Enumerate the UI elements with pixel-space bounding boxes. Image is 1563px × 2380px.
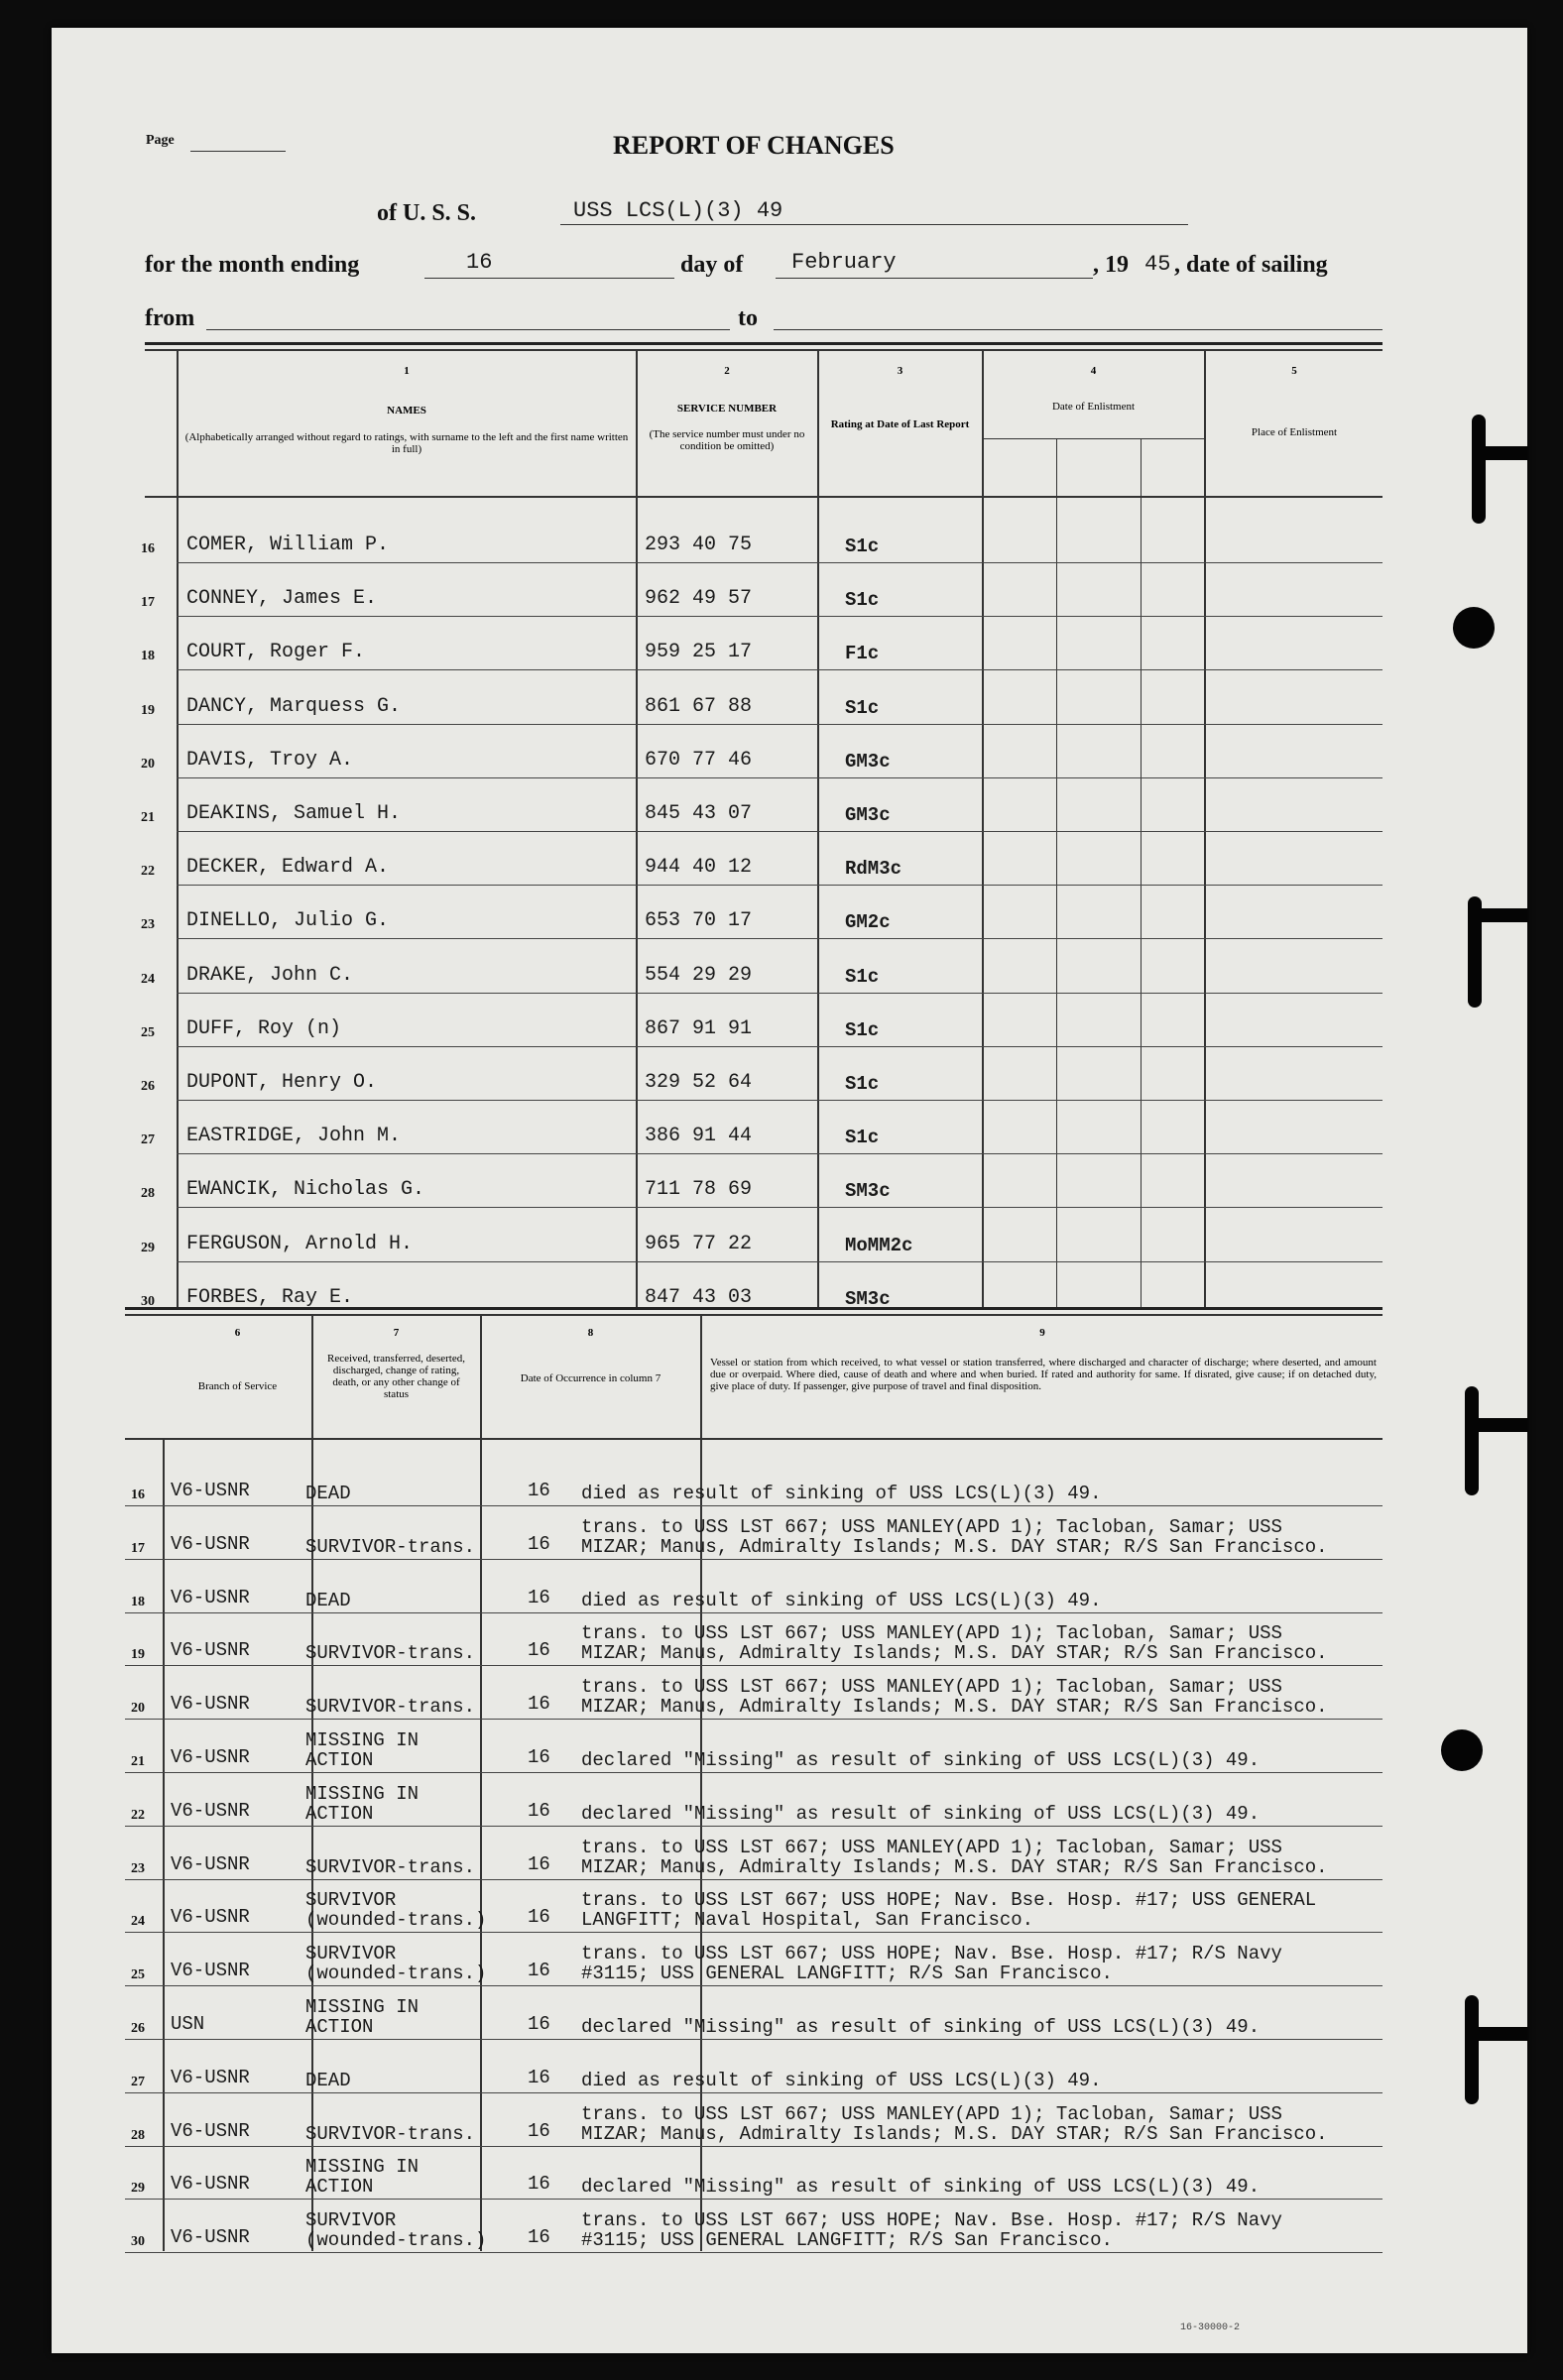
service-number: 554 29 29 [645, 963, 753, 987]
branch-of-service: V6-USNR [171, 1746, 250, 1768]
status-line1: SURVIVOR [305, 1889, 397, 1912]
col-enlistment-place-header: Place of Enlistment [1251, 426, 1338, 438]
col-enlistment-date-header: Date of Enlistment [1051, 401, 1136, 413]
service-number: 386 91 44 [645, 1125, 753, 1148]
row-rule [125, 1505, 1383, 1506]
status-change: DEAD [305, 1589, 351, 1611]
row-rule [125, 1772, 1383, 1773]
branch-of-service: V6-USNR [171, 2226, 250, 2249]
date-of-occurrence: 16 [528, 2226, 550, 2249]
binder-clip-bottom [1465, 1995, 1479, 2104]
rating: S1c [845, 536, 880, 557]
status-change: ACTION [305, 2016, 374, 2038]
row-rule [125, 2092, 1383, 2093]
row-number: 28 [141, 1186, 155, 1202]
row-number: 17 [131, 1540, 145, 1556]
row-number: 19 [131, 1647, 145, 1663]
rating: SM3c [845, 1287, 891, 1310]
row-number: 16 [131, 1488, 145, 1502]
rating: GM3c [845, 804, 891, 826]
col-names-header: NAMES [387, 405, 426, 416]
row-number: 18 [131, 1594, 145, 1609]
col3-number: 3 [897, 365, 903, 377]
remarks-line1: trans. to USS LST 667; USS MANLEY(APD 1); Tacloban, Samar; USS [581, 1676, 1282, 1699]
row-rule [125, 1665, 1383, 1666]
date-of-occurrence: 16 [528, 1799, 550, 1822]
row-number: 17 [141, 595, 155, 611]
service-number: 653 70 17 [645, 909, 753, 933]
row-number: 22 [131, 1807, 145, 1823]
row-rule [177, 1046, 1383, 1047]
crew-name: CONNEY, James E. [186, 587, 378, 611]
status-change: SURVIVOR-trans. [305, 1642, 476, 1665]
month-ending-label: for the month ending [145, 252, 360, 278]
remarks-line2: LANGFITT; Naval Hospital, San Francisco. [581, 1909, 1034, 1932]
date-of-occurrence: 16 [528, 2013, 550, 2035]
crew-name: FERGUSON, Arnold H. [186, 1232, 414, 1255]
row-number: 30 [131, 2234, 145, 2250]
punch-hole-bottom [1441, 1729, 1483, 1771]
crew-name: EASTRIDGE, John M. [186, 1125, 402, 1148]
service-number: 861 67 88 [645, 694, 753, 718]
status-change: ACTION [305, 1749, 374, 1771]
service-number: 847 43 03 [645, 1285, 753, 1309]
status-change: (wounded-trans.) [305, 1909, 487, 1932]
col-names-note: (Alphabetically arranged without regard to ratings, with surname to the left and the first name written in full) [184, 431, 629, 455]
row-number: 20 [131, 1701, 145, 1717]
binder-clip-lower [1465, 1386, 1479, 1495]
status-line1: MISSING IN [305, 2156, 420, 2179]
remarks-line2: died as result of sinking of USS LCS(L)(3) 49. [581, 2069, 1102, 2091]
row-number: 24 [141, 971, 155, 987]
remarks-line1: trans. to USS LST 667; USS HOPE; Nav. Bse. Hosp. #17; R/S Navy [581, 2209, 1282, 2232]
report-day: 16 [466, 250, 493, 275]
binder-clip-top [1472, 415, 1486, 524]
remarks-line2: MIZAR; Manus, Admiralty Islands; M.S. DAY STAR; R/S San Francisco. [581, 2122, 1328, 2145]
rating: S1c [845, 1127, 880, 1149]
col-status-header: Received, transferred, deserted, discharged, change of rating, death, or any other change of status [327, 1353, 465, 1400]
branch-of-service: V6-USNR [171, 1799, 250, 1822]
punch-hole-top [1453, 607, 1495, 649]
status-change: ACTION [305, 1802, 374, 1825]
remarks-line2: MIZAR; Manus, Admiralty Islands; M.S. DAY STAR; R/S San Francisco. [581, 1696, 1328, 1719]
row-rule [125, 1559, 1383, 1560]
year-prefix: , 19 [1093, 252, 1129, 278]
status-change: SURVIVOR-trans. [305, 2122, 476, 2145]
status-line1: MISSING IN [305, 1996, 420, 2018]
status-change: SURVIVOR-trans. [305, 1696, 476, 1719]
row-rule [125, 1932, 1383, 1933]
date-of-occurrence: 16 [528, 1746, 550, 1768]
date-of-occurrence: 16 [528, 1906, 550, 1929]
page-line [190, 151, 286, 152]
row-number: 28 [131, 2127, 145, 2143]
rating: S1c [845, 1018, 880, 1041]
date-of-sailing-label: , date of sailing [1174, 252, 1328, 278]
remarks-line2: MIZAR; Manus, Admiralty Islands; M.S. DAY STAR; R/S San Francisco. [581, 1855, 1328, 1878]
branch-of-service: V6-USNR [171, 1639, 250, 1662]
remarks-line1: trans. to USS LST 667; USS MANLEY(APD 1); Tacloban, Samar; USS [581, 1836, 1282, 1858]
row-rule [125, 1879, 1383, 1880]
service-number: 959 25 17 [645, 641, 753, 664]
row-number: 25 [131, 1967, 145, 1983]
crew-name: DRAKE, John C. [186, 963, 354, 987]
row-rule [177, 669, 1383, 670]
date-of-occurrence: 16 [528, 1532, 550, 1555]
row-rule [125, 2252, 1383, 2253]
row-rule [125, 2039, 1383, 2040]
branch-of-service: USN [171, 2013, 205, 2035]
date-of-occurrence: 16 [528, 1480, 550, 1501]
crew-name: DEAKINS, Samuel H. [186, 802, 402, 825]
rating: RdM3c [845, 858, 902, 881]
date-of-occurrence: 16 [528, 2066, 550, 2088]
service-number: 962 49 57 [645, 587, 753, 611]
row-rule [177, 562, 1383, 563]
row-number: 20 [141, 756, 155, 772]
status-change: ACTION [305, 2176, 374, 2199]
status-line1: SURVIVOR [305, 2209, 397, 2232]
crew-name: DECKER, Edward A. [186, 856, 390, 880]
col9-number: 9 [1039, 1327, 1045, 1339]
crew-name: FORBES, Ray E. [186, 1285, 354, 1309]
remarks-line2: died as result of sinking of USS LCS(L)(3) 49. [581, 1589, 1102, 1611]
row-number: 26 [131, 2021, 145, 2036]
from-label: from [145, 305, 195, 331]
row-rule [125, 1612, 1383, 1613]
row-number: 21 [131, 1754, 145, 1769]
row-number: 16 [141, 541, 155, 556]
branch-of-service: V6-USNR [171, 2119, 250, 2142]
remarks-line1: trans. to USS LST 667; USS MANLEY(APD 1); Tacloban, Samar; USS [581, 1515, 1282, 1538]
rating: GM2c [845, 911, 891, 934]
row-rule [125, 1826, 1383, 1827]
row-number: 26 [141, 1079, 155, 1094]
remarks-line2: died as result of sinking of USS LCS(L)(3) 49. [581, 1483, 1102, 1504]
crew-name: DINELLO, Julio G. [186, 909, 390, 933]
status-change: SURVIVOR-trans. [305, 1535, 476, 1558]
col5-number: 5 [1291, 365, 1297, 377]
remarks-line2: declared "Missing" as result of sinking of USS LCS(L)(3) 49. [581, 1802, 1261, 1825]
row-number: 29 [141, 1240, 155, 1255]
row-rule [177, 1153, 1383, 1154]
crew-name: DUFF, Roy (n) [186, 1016, 342, 1040]
rating: MoMM2c [845, 1234, 913, 1256]
remarks-line1: trans. to USS LST 667; USS MANLEY(APD 1); Tacloban, Samar; USS [581, 1622, 1282, 1645]
row-rule [177, 831, 1383, 832]
service-number: 944 40 12 [645, 856, 753, 880]
branch-of-service: V6-USNR [171, 1532, 250, 1555]
date-of-occurrence: 16 [528, 1693, 550, 1716]
row-rule [177, 616, 1383, 617]
col-service-note: (The service number must under no condition be omitted) [649, 428, 805, 452]
row-number: 21 [141, 810, 155, 825]
remarks-line1: trans. to USS LST 667; USS HOPE; Nav. Bse. Hosp. #17; USS GENERAL [581, 1889, 1317, 1912]
crew-name: COURT, Roger F. [186, 641, 366, 664]
crew-name: DAVIS, Troy A. [186, 748, 354, 772]
rating: S1c [845, 696, 880, 719]
row-number: 27 [131, 2074, 145, 2089]
branch-of-service: V6-USNR [171, 1960, 250, 1982]
col-date-header: Date of Occurrence in column 7 [520, 1372, 661, 1384]
row-number: 23 [141, 917, 155, 933]
service-number: 711 78 69 [645, 1178, 753, 1202]
report-title: REPORT OF CHANGES [613, 131, 895, 160]
remarks-line1: trans. to USS LST 667; USS MANLEY(APD 1); Tacloban, Samar; USS [581, 2102, 1282, 2125]
row-number: 18 [141, 649, 155, 664]
col6-number: 6 [234, 1327, 241, 1339]
branch-of-service: V6-USNR [171, 1906, 250, 1929]
col-branch-header: Branch of Service [197, 1380, 278, 1392]
remarks-line2: declared "Missing" as result of sinking of USS LCS(L)(3) 49. [581, 2176, 1261, 2199]
crew-name: DANCY, Marquess G. [186, 694, 402, 718]
remarks-line2: #3115; USS GENERAL LANGFITT; R/S San Francisco. [581, 1963, 1113, 1985]
row-number: 23 [131, 1860, 145, 1876]
crew-name: COMER, William P. [186, 534, 390, 556]
date-of-occurrence: 16 [528, 2119, 550, 2142]
row-rule [177, 724, 1383, 725]
service-number: 867 91 91 [645, 1016, 753, 1040]
row-rule [177, 1261, 1383, 1262]
crew-name: EWANCIK, Nicholas G. [186, 1178, 425, 1202]
branch-of-service: V6-USNR [171, 1852, 250, 1875]
col2-number: 2 [724, 365, 730, 377]
service-number: 293 40 75 [645, 534, 753, 556]
status-change: (wounded-trans.) [305, 1963, 487, 1985]
status-line1: MISSING IN [305, 1782, 420, 1805]
row-rule [177, 1207, 1383, 1208]
row-rule [125, 2146, 1383, 2147]
date-of-occurrence: 16 [528, 1960, 550, 1982]
service-number: 329 52 64 [645, 1071, 753, 1094]
status-line1: SURVIVOR [305, 1943, 397, 1965]
row-rule [125, 1985, 1383, 1986]
row-number: 22 [141, 864, 155, 880]
remarks-line2: MIZAR; Manus, Admiralty Islands; M.S. DAY STAR; R/S San Francisco. [581, 1642, 1328, 1665]
remarks-line2: declared "Missing" as result of sinking of USS LCS(L)(3) 49. [581, 2016, 1261, 2038]
col7-number: 7 [393, 1327, 400, 1339]
col1-number: 1 [404, 365, 410, 377]
date-of-occurrence: 16 [528, 2173, 550, 2196]
col-remarks-header: Vessel or station from which received, to what vessel or station transferred, where discharged and character of discharge; where deserted, and amount due or overpaid. Where died, cause of death and where and when buried. If rated and authority for same. If disrated, give cause; if on detached duty, give place of duty. If passenger, give purpose of travel and final disposition. [710, 1357, 1377, 1392]
service-number: 845 43 07 [645, 802, 753, 825]
col-rating-header: Rating at Date of Last Report [830, 418, 970, 430]
status-change: DEAD [305, 2069, 351, 2091]
rating: SM3c [845, 1180, 891, 1203]
row-rule [177, 777, 1383, 778]
branch-of-service: V6-USNR [171, 1480, 250, 1501]
row-rule [177, 885, 1383, 886]
print-code: 16-30000-2 [1180, 2322, 1241, 2333]
row-number: 29 [131, 2181, 145, 2197]
date-of-occurrence: 16 [528, 1852, 550, 1875]
remarks-line2: declared "Missing" as result of sinking of USS LCS(L)(3) 49. [581, 1749, 1261, 1771]
status-line1: MISSING IN [305, 1729, 420, 1751]
status-change: (wounded-trans.) [305, 2229, 487, 2252]
row-rule [177, 1100, 1383, 1101]
branch-of-service: V6-USNR [171, 1693, 250, 1716]
col4-number: 4 [1090, 365, 1097, 377]
branch-of-service: V6-USNR [171, 2066, 250, 2088]
date-of-occurrence: 16 [528, 1639, 550, 1662]
crew-name: DUPONT, Henry O. [186, 1071, 378, 1094]
rating: S1c [845, 965, 880, 988]
row-rule [125, 1719, 1383, 1720]
col-service-number-header: SERVICE NUMBER [676, 403, 778, 415]
remarks-line2: #3115; USS GENERAL LANGFITT; R/S San Francisco. [581, 2229, 1113, 2252]
service-number: 965 77 22 [645, 1232, 753, 1255]
row-number: 27 [141, 1132, 155, 1148]
rating: F1c [845, 643, 880, 665]
date-of-occurrence: 16 [528, 1586, 550, 1608]
rating: GM3c [845, 750, 891, 773]
row-rule [177, 938, 1383, 939]
remarks-line2: MIZAR; Manus, Admiralty Islands; M.S. DAY STAR; R/S San Francisco. [581, 1535, 1328, 1558]
branch-of-service: V6-USNR [171, 2173, 250, 2196]
rating: S1c [845, 1073, 880, 1095]
page-label: Page [146, 133, 175, 148]
row-number: 30 [141, 1293, 155, 1309]
day-of-label: day of [680, 252, 744, 278]
status-change: SURVIVOR-trans. [305, 1855, 476, 1878]
row-number: 25 [141, 1024, 155, 1040]
row-rule [125, 2199, 1383, 2200]
row-number: 19 [141, 702, 155, 718]
of-uss-label: of U. S. S. [377, 200, 477, 226]
status-change: DEAD [305, 1483, 351, 1504]
report-month: February [791, 250, 897, 275]
rating: S1c [845, 589, 880, 612]
ship-name: USS LCS(L)(3) 49 [573, 198, 783, 223]
row-number: 24 [131, 1914, 145, 1930]
row-rule [177, 993, 1383, 994]
report-year: 45 [1144, 252, 1171, 277]
remarks-line1: trans. to USS LST 667; USS HOPE; Nav. Bse. Hosp. #17; R/S Navy [581, 1943, 1282, 1965]
to-label: to [738, 305, 758, 331]
service-number: 670 77 46 [645, 748, 753, 772]
branch-of-service: V6-USNR [171, 1586, 250, 1608]
col8-number: 8 [587, 1327, 594, 1339]
